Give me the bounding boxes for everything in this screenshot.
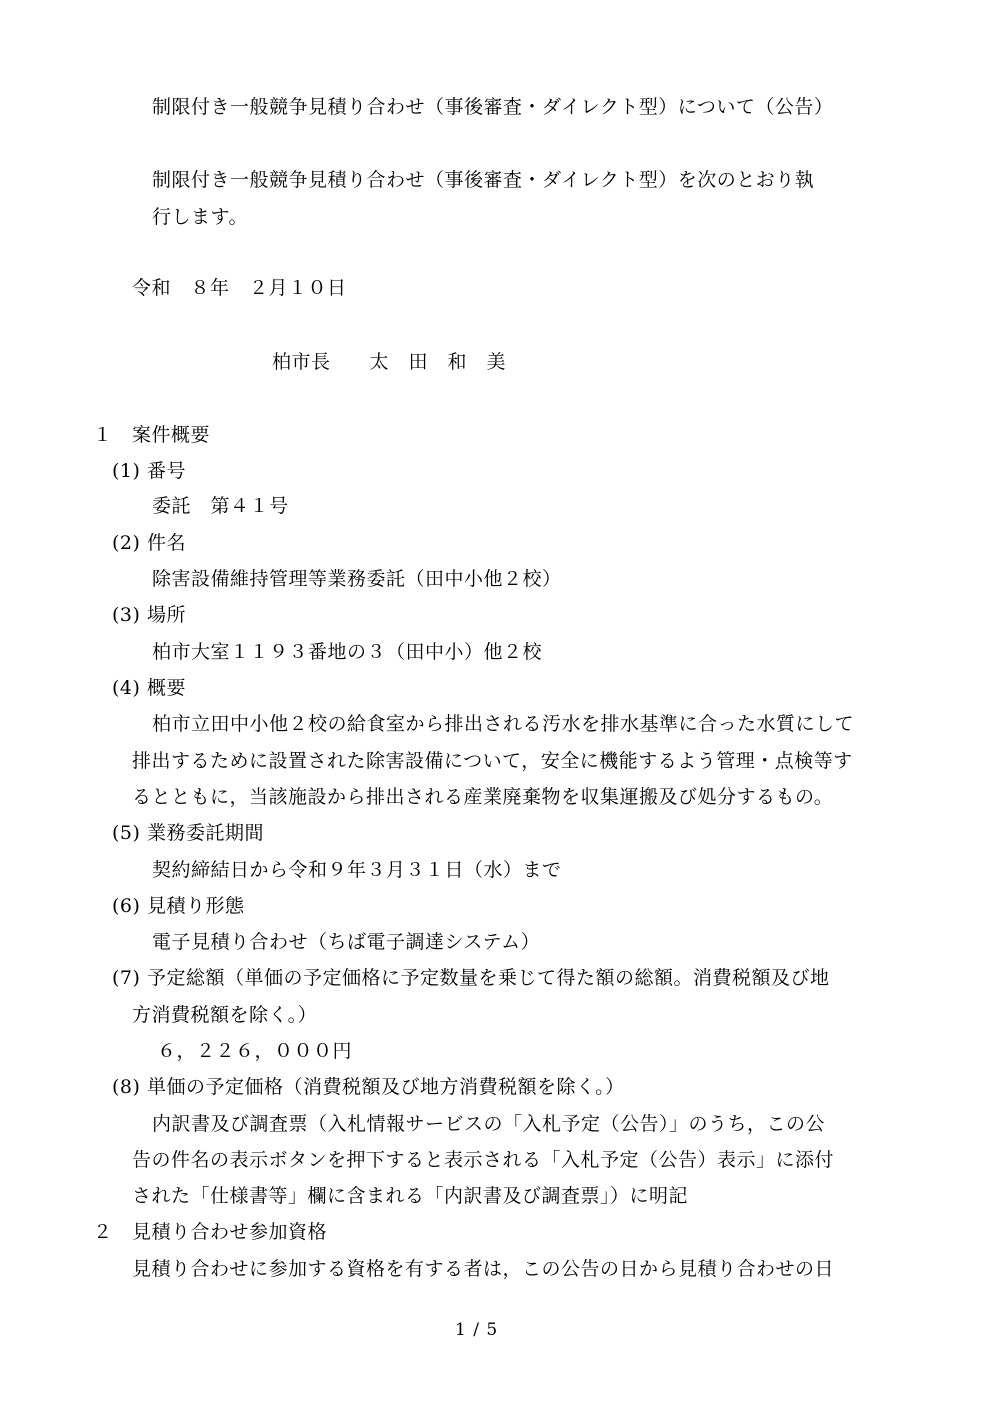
section-heading: １ 案件概要 bbox=[93, 424, 211, 446]
item-value: 契約締結日から令和９年３月３１日（水）まで bbox=[152, 859, 562, 881]
item-label: (1) 番号 bbox=[112, 460, 186, 482]
planned-total-amount: ６，２２６，０００円 bbox=[157, 1040, 353, 1062]
section-heading: ２ 見積り合わせ参加資格 bbox=[93, 1221, 328, 1243]
intro-text-line: 制限付き一般競争見積り合わせ（事後審査・ダイレクト型）を次のとおり執 bbox=[152, 169, 815, 191]
item-value: 電子見積り合わせ（ちば電子調達システム） bbox=[152, 931, 541, 953]
item-text-line: 排出するために設置された除害設備について，安全に機能するよう管理・点検等す bbox=[132, 750, 853, 772]
item-label: (8) 単価の予定価格（消費税額及び地方消費税額を除く。） bbox=[112, 1076, 625, 1098]
document-title: 制限付き一般競争見積り合わせ（事後審査・ダイレクト型）について（公告） bbox=[152, 96, 834, 118]
signatory: 柏市長 太 田 和 美 bbox=[272, 351, 507, 373]
item-value: 柏市大室１１９３番地の３（田中小）他２校 bbox=[152, 641, 543, 663]
item-text-line: 柏市立田中小他２校の給食室から排出される汚水を排水基準に合った水質にして bbox=[152, 713, 855, 735]
item-label: (7) 予定総額（単価の予定価格に予定数量を乗じて得た額の総額。消費税額及び地 bbox=[112, 967, 830, 989]
item-label: (4) 概要 bbox=[112, 677, 186, 699]
item-value: 委託 第４１号 bbox=[152, 495, 289, 517]
item-text-line: るとともに，当該施設から排出される産業廃棄物を収集運搬及び処分するもの。 bbox=[132, 786, 834, 808]
item-label: (3) 場所 bbox=[112, 604, 186, 626]
item-label: (2) 件名 bbox=[112, 532, 186, 554]
page-number: 1 / 5 bbox=[455, 1320, 499, 1340]
item-value: 除害設備維持管理等業務委託（田中小他２校） bbox=[152, 568, 562, 590]
section-text-line: 見積り合わせに参加する資格を有する者は，この公告の日から見積り合わせの日 bbox=[132, 1258, 835, 1280]
intro-text-line: 行します。 bbox=[152, 206, 248, 228]
notice-date: 令和 ８年 ２月１０日 bbox=[132, 277, 347, 299]
item-label-continued: 方消費税額を除く。） bbox=[132, 1004, 318, 1026]
item-text-line: 内訳書及び調査票（入札情報サービスの「入札予定（公告）」のうち，この公 bbox=[152, 1113, 826, 1135]
item-text-line: 告の件名の表示ボタンを押下すると表示される「入札予定（公告）表示」に添付 bbox=[132, 1149, 835, 1171]
item-label: (5) 業務委託期間 bbox=[112, 822, 264, 844]
item-text-line: された「仕様書等」欄に含まれる「内訳書及び調査票」）に明記 bbox=[132, 1185, 689, 1207]
item-label: (6) 見積り形態 bbox=[112, 895, 245, 917]
